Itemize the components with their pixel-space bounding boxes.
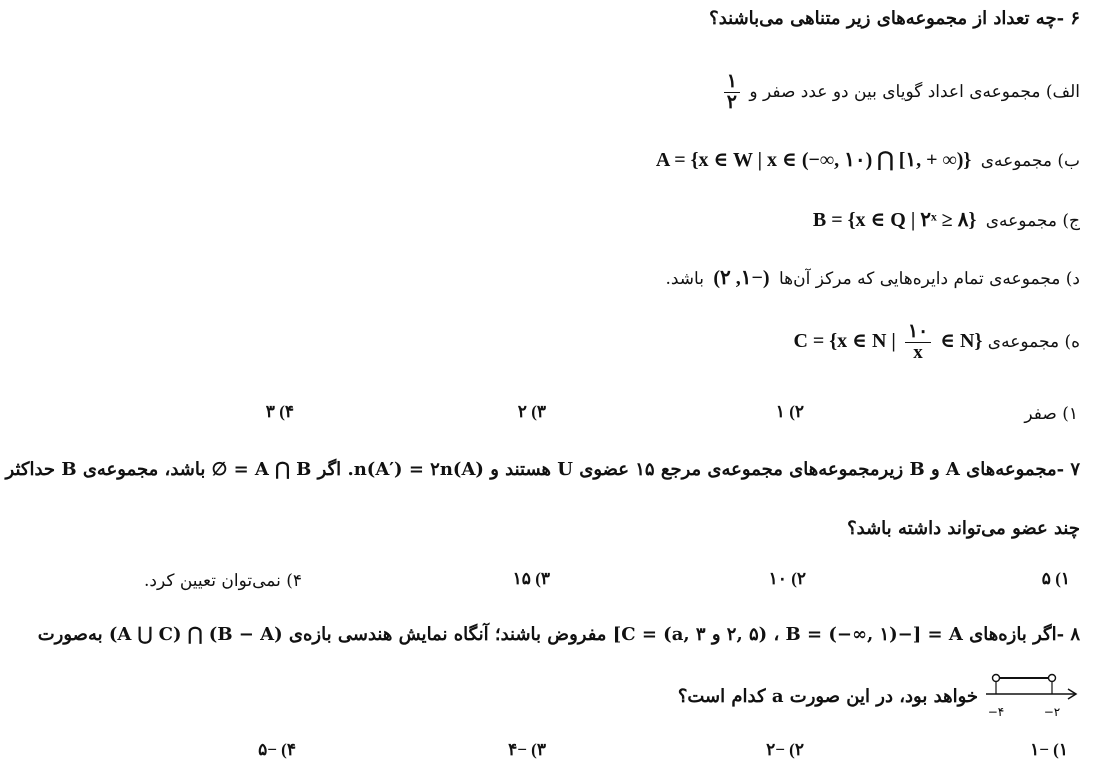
q8-option-2[interactable]: ۲) −۲ — [766, 740, 804, 759]
question-6-item-alef — [720, 72, 1080, 113]
set-c-definition — [793, 322, 982, 363]
circle-center-point: (۲ ,۱−) — [713, 267, 770, 289]
question-8-line-2: خواهد بود، در این صورت a کدام است؟ — [677, 686, 978, 707]
question-7-line-1: ۷ -مجموعه‌های A و B زیرمجموعه‌های مجموعه‌ی مرجع ۱۵ عضوی U هستند و n(A′) = ۲n(A). اگر A ⋂ B = ∅ باشد، مجموعه‌ی B حداکثر — [5, 459, 1080, 480]
fraction-denominator: x — [913, 341, 923, 363]
q7-option-4[interactable]: ۴) نمی‌توان تعیین کرد. — [143, 571, 302, 591]
item-jim-text: ج) مجموعه‌ی — [985, 211, 1080, 231]
set-c-right: ∈ N} — [940, 330, 983, 353]
q6-option-1[interactable]: ۱) صفر — [1024, 404, 1078, 424]
set-a-definition: A = {x ∈ W | x ∈ (−∞, ۱۰) ⋂ [۱, + ∞)} — [655, 149, 972, 171]
set-c-left: C = {x ∈ N | — [793, 330, 896, 353]
q6-option-4[interactable]: ۴) ۳ — [265, 402, 294, 421]
q8-option-3[interactable]: ۳) −۴ — [508, 740, 546, 759]
q7-option-1[interactable]: ۱) ۵ — [1041, 569, 1070, 588]
label-minus-two: −۲ — [1043, 705, 1061, 719]
question-6-item-dal — [665, 266, 1080, 290]
fraction-one-half — [724, 72, 740, 113]
question-6-stem: ۶ -چه تعداد از مجموعه‌های زیر متناهی می‌باشند؟ — [709, 8, 1080, 29]
fraction-numerator: ۱ — [724, 72, 740, 93]
q6-option-2[interactable]: ۲) ۱ — [775, 402, 804, 421]
item-be-text: ب) مجموعه‌ی — [980, 151, 1080, 171]
set-b-definition: B = {x ∈ Q | ۲ˣ ≥ ۸} — [812, 209, 977, 231]
question-6-item-jim — [809, 208, 1080, 232]
item-dal-text: د) مجموعه‌ی تمام دایره‌هایی که مرکز آن‌ها — [778, 269, 1080, 289]
fraction-denominator: ۲ — [726, 91, 737, 113]
open-endpoint-left — [993, 675, 1000, 682]
item-he-text: ه) مجموعه‌ی — [987, 332, 1080, 353]
q8-option-1[interactable]: ۱) −۱ — [1030, 740, 1068, 759]
question-8-line-1: ۸ -اگر بازه‌های A = [−۲, ۵) ، B = (−∞, ۱) و C = (a, ۳] مفروض باشند؛ آنگاه نمایش هندسی بازه‌ی (B − A) ⋂ (A ⋃ C) به‌صورت — [37, 624, 1080, 645]
number-line-figure — [982, 670, 1082, 720]
question-6-item-be — [652, 148, 1080, 172]
fraction-ten-over-x — [905, 322, 931, 363]
q7-option-2[interactable]: ۲) ۱۰ — [768, 569, 806, 588]
open-endpoint-right — [1049, 675, 1056, 682]
question-6-item-he — [793, 322, 1080, 363]
question-7-line-2: چند عضو می‌تواند داشته باشد؟ — [847, 518, 1080, 539]
item-alef-text: الف) مجموعه‌ی اعداد گویای بین دو عدد صفر و — [749, 81, 1080, 102]
fraction-numerator: ۱۰ — [905, 322, 931, 343]
q8-option-4[interactable]: ۴) −۵ — [258, 740, 296, 759]
q7-option-3[interactable]: ۳) ۱۵ — [512, 569, 550, 588]
q6-option-3[interactable]: ۳) ۲ — [517, 402, 546, 421]
label-minus-four: −۴ — [987, 705, 1005, 719]
item-dal-text-after: باشد. — [665, 269, 704, 289]
